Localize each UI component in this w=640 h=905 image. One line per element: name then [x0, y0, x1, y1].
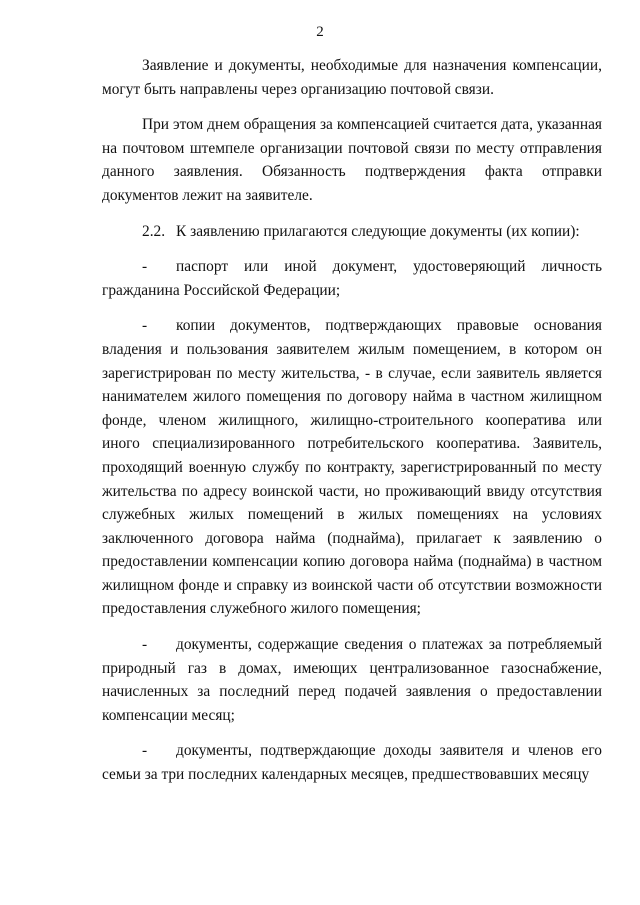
paragraph-application-date: При этом днем обращения за компенсацией считается дата, указанная на почтовом штемпеле организации почтовой связи по месту отправления данного заявления. Обязанность подтверждения факта отправки документов лежит на заявителе. [102, 116, 602, 204]
section-number: 2.2. [142, 222, 166, 240]
section-2-2 [102, 220, 602, 244]
list-marker: - [142, 636, 148, 654]
list-item-text: копии документов, подтверждающих правовые основания владения и пользования заявителем жилым помещением, в котором он зарегистрирован по месту жительства, - в случае, если заявитель является нанимателем жилого помещения по договору найма в частном жилищном фонде, членом жилищного, жилищно-строительного кооператива или иного специализированного потребительского кооператива. Заявитель, проходящий военную службу по контракту, зарегистрированный по месту жительства по адресу воинской части, но проживающий ввиду отсутствия служебных жилых помещений в жилых помещениях на условиях заключенного договора найма (поднайма), прилагает к заявлению о предоставлении компенсации копию договора найма (поднайма) в частном жилищном фонде и справку из воинской части об отсутствии возможности предоставления служебного жилого помещения; [102, 317, 602, 618]
list-item-text: документы, подтверждающие доходы заявителя и членов его семьи за три последних календарных месяцев, предшествовавших месяцу [102, 742, 602, 784]
list-item [102, 633, 602, 727]
list-item-text: документы, содержащие сведения о платежах за потребляемый природный газ в домах, имеющих централизованное газоснабжение, начисленных за последний перед подачей заявления о предоставлении компенсации месяц; [102, 636, 602, 724]
paragraph-postal-submission: Заявление и документы, необходимые для назначения компенсации, могут быть направлены через организацию почтовой связи. [102, 57, 602, 98]
list-marker: - [142, 742, 148, 760]
list-marker: - [142, 317, 148, 335]
list-item [102, 314, 602, 621]
document-body [102, 54, 602, 799]
section-text: К заявлению прилагаются следующие документы (их копии): [176, 222, 580, 240]
page-number: 2 [316, 24, 324, 40]
list-item-text: паспорт или иной документ, удостоверяющий личность гражданина Российской Федерации; [102, 258, 602, 299]
list-item [102, 255, 602, 302]
list-item [102, 739, 602, 786]
list-marker: - [142, 258, 148, 276]
